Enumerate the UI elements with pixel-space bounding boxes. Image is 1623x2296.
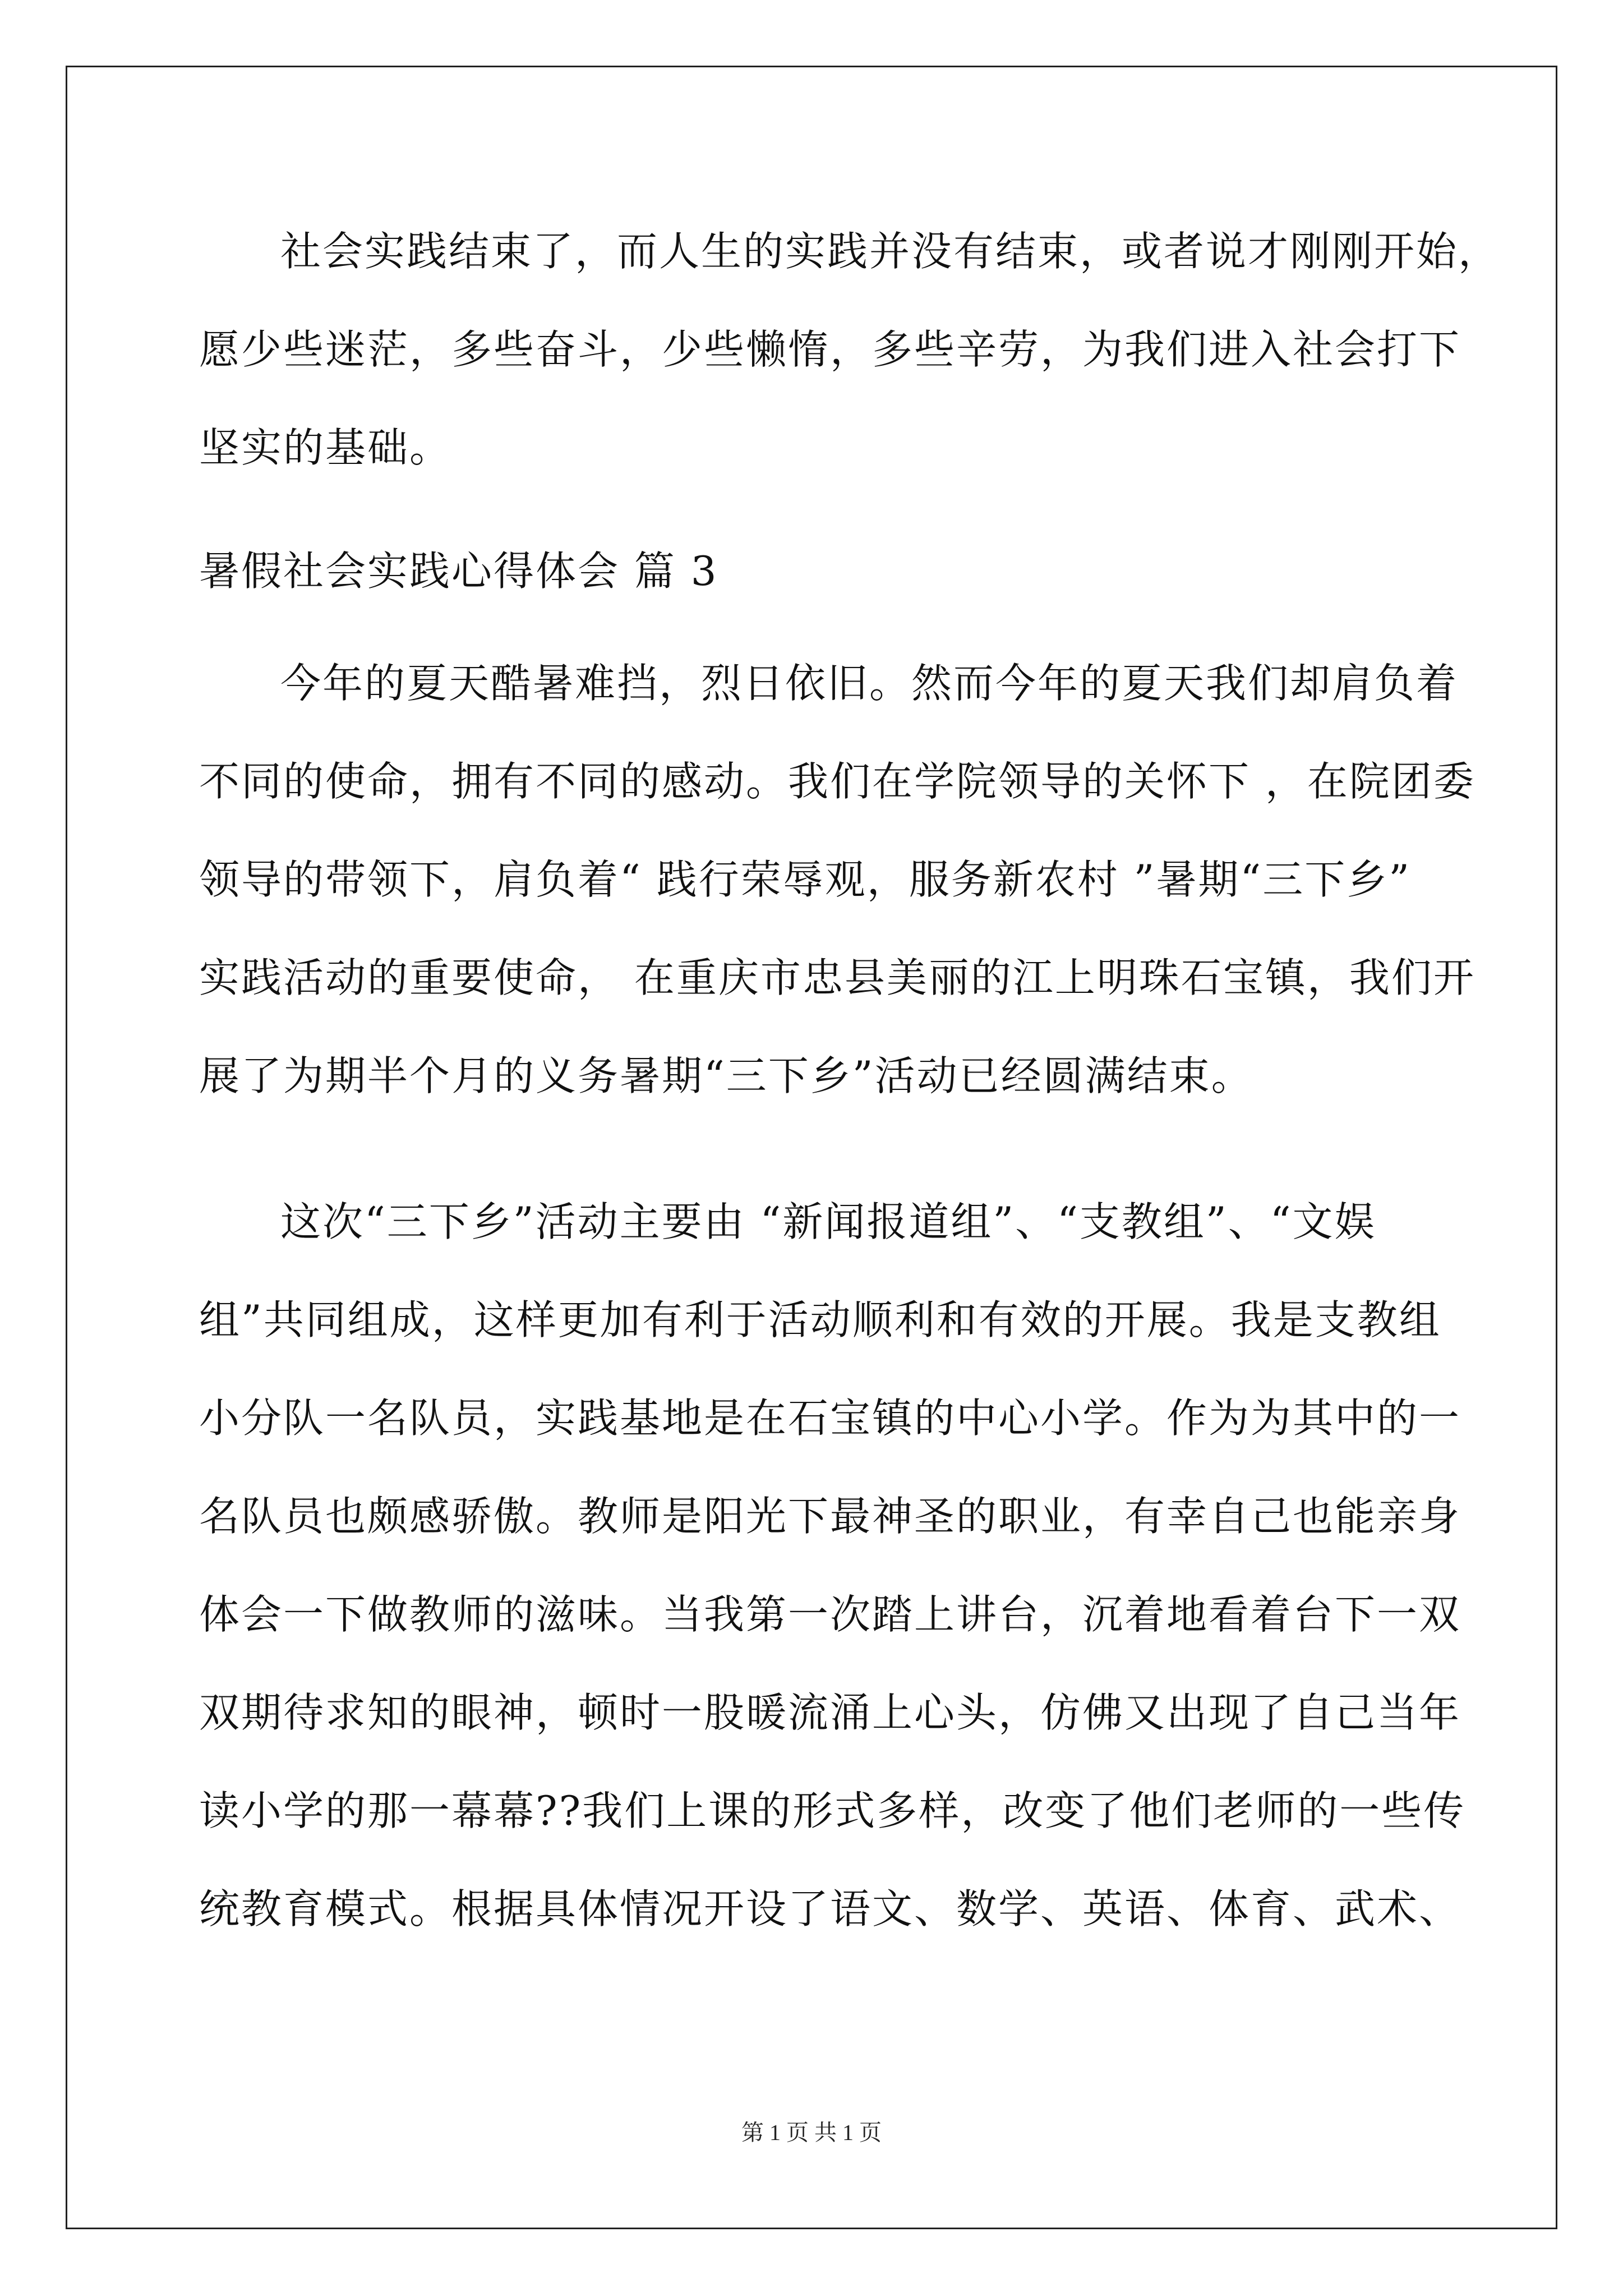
text-line: 双期待求知的眼神，顿时一股暖流涌上心头，仿佛又出现了自己当年 xyxy=(199,1689,1461,1736)
text-line: 展了为期半个月的义务暑期“三下乡”活动已经圆满结束。 xyxy=(199,1052,1253,1099)
section-heading: 暑假社会实践心得体会 篇 3 xyxy=(199,547,718,595)
text-line: 读小学的那一幕幕??我们上课的形式多样，改变了他们老师的一些传 xyxy=(199,1787,1466,1834)
page-number-footer: 第 1 页 共 1 页 xyxy=(741,2120,882,2145)
text-line: 今年的夏天酷暑难挡，烈日依旧。然而今年的夏天我们却肩负着 xyxy=(280,660,1459,707)
text-line: 统教育模式。根据具体情况开设了语文、数学、英语、体育、武术、 xyxy=(199,1885,1461,1932)
text-line: 体会一下做教师的滋味。当我第一次踏上讲台，沉着地看着台下一双 xyxy=(199,1591,1461,1638)
text-line: 坚实的基础。 xyxy=(199,424,452,471)
text-line: 组”共同组成，这样更加有利于活动顺利和有效的开展。我是支教组 xyxy=(199,1296,1441,1343)
text-line: 领导的带领下，肩负着“ 践行荣辱观，服务新农村 ”暑期“三下乡” xyxy=(199,856,1412,903)
text-line: 名队员也颇感骄傲。教师是阳光下最神圣的职业，有幸自己也能亲身 xyxy=(199,1493,1461,1540)
text-line: 愿少些迷茫，多些奋斗，少些懒惰，多些辛劳，为我们进入社会打下 xyxy=(199,326,1461,373)
text-line: 实践活动的重要使命， 在重庆市忠县美丽的江上明珠石宝镇，我们开 xyxy=(199,954,1476,1001)
text-line: 不同的使命，拥有不同的感动。我们在学院领导的关怀下 ，在院团委 xyxy=(199,758,1476,805)
text-line: 小分队一名队员，实践基地是在石宝镇的中心小学。作为为其中的一 xyxy=(199,1395,1461,1442)
text-line: 这次“三下乡”活动主要由 “新闻报道组”、“支教组”、“文娱 xyxy=(280,1198,1377,1245)
text-line: 社会实践结束了，而人生的实践并没有结束，或者说才刚刚开始， xyxy=(280,228,1501,275)
